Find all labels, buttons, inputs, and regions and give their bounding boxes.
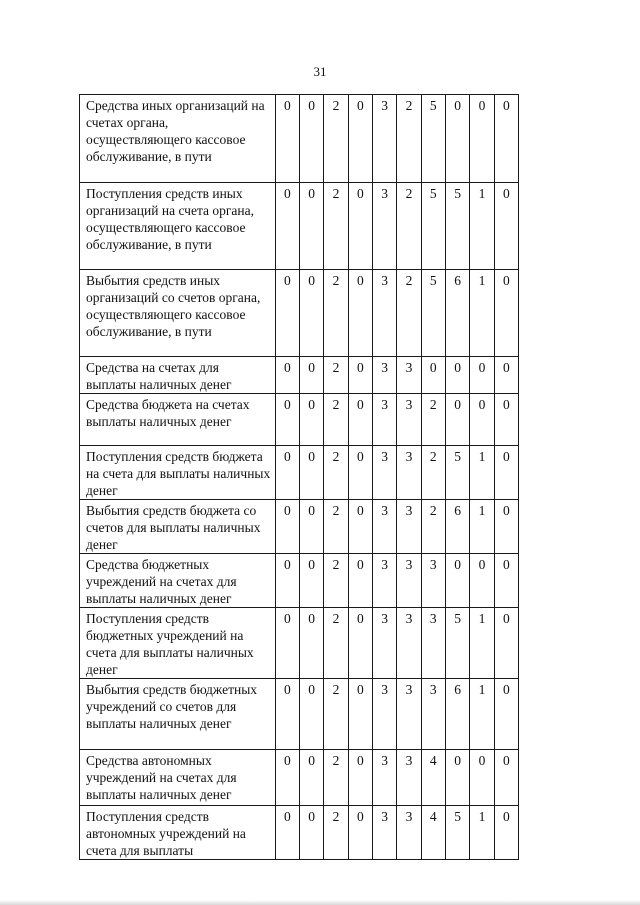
code-digit-cell: 1 bbox=[470, 446, 494, 500]
code-digit-cell: 5 bbox=[421, 95, 445, 183]
account-name-cell: Выбытия средств бюджета со счетов для выплаты наличных денег bbox=[80, 500, 276, 554]
code-digit-cell: 0 bbox=[421, 357, 445, 394]
code-digit-cell: 3 bbox=[372, 270, 396, 357]
table-row bbox=[80, 679, 519, 750]
code-digit-cell: 3 bbox=[372, 95, 396, 183]
code-digit-cell: 3 bbox=[372, 183, 396, 270]
code-digit-cell: 0 bbox=[275, 446, 299, 500]
account-name-cell: Выбытия средств бюджетных учреждений со счетов для выплаты наличных денег bbox=[80, 679, 276, 750]
account-name-cell: Поступления средств бюджетных учреждений на счета для выплаты наличных денег bbox=[80, 608, 276, 679]
table-row bbox=[80, 183, 519, 270]
account-name-cell: Поступления средств иных организаций на счета органа, осуществляющего кассовое обслуживание, в пути bbox=[80, 183, 276, 270]
code-digit-cell: 0 bbox=[494, 183, 518, 270]
code-digit-cell: 2 bbox=[397, 270, 421, 357]
code-digit-cell: 5 bbox=[445, 446, 469, 500]
code-digit-cell: 0 bbox=[300, 608, 324, 679]
code-digit-cell: 0 bbox=[494, 95, 518, 183]
code-digit-cell: 2 bbox=[324, 394, 348, 446]
page-number: 31 bbox=[313, 64, 327, 79]
code-digit-cell: 6 bbox=[445, 270, 469, 357]
code-digit-cell: 2 bbox=[324, 750, 348, 806]
table-row bbox=[80, 95, 519, 183]
code-digit-cell: 0 bbox=[348, 554, 372, 608]
code-digit-cell: 2 bbox=[324, 270, 348, 357]
code-digit-cell: 0 bbox=[348, 394, 372, 446]
code-digit-cell: 3 bbox=[397, 446, 421, 500]
code-digit-cell: 3 bbox=[372, 357, 396, 394]
code-digit-cell: 6 bbox=[445, 679, 469, 750]
code-digit-cell: 0 bbox=[494, 446, 518, 500]
code-digit-cell: 2 bbox=[421, 394, 445, 446]
code-digit-cell: 1 bbox=[470, 183, 494, 270]
code-digit-cell: 1 bbox=[470, 270, 494, 357]
code-digit-cell: 2 bbox=[324, 679, 348, 750]
code-digit-cell: 0 bbox=[348, 183, 372, 270]
code-digit-cell: 0 bbox=[275, 394, 299, 446]
code-digit-cell: 0 bbox=[275, 357, 299, 394]
table-row bbox=[80, 554, 519, 608]
code-digit-cell: 0 bbox=[494, 394, 518, 446]
table-row bbox=[80, 270, 519, 357]
code-digit-cell: 4 bbox=[421, 750, 445, 806]
table-body bbox=[80, 95, 519, 860]
code-digit-cell: 0 bbox=[300, 357, 324, 394]
table-row bbox=[80, 608, 519, 679]
code-digit-cell: 2 bbox=[324, 500, 348, 554]
code-digit-cell: 2 bbox=[324, 608, 348, 679]
code-digit-cell: 3 bbox=[397, 500, 421, 554]
code-digit-cell: 1 bbox=[470, 806, 494, 860]
code-digit-cell: 0 bbox=[445, 357, 469, 394]
code-digit-cell: 0 bbox=[275, 806, 299, 860]
code-digit-cell: 1 bbox=[470, 679, 494, 750]
code-digit-cell: 0 bbox=[300, 750, 324, 806]
code-digit-cell: 0 bbox=[348, 270, 372, 357]
code-digit-cell: 0 bbox=[348, 500, 372, 554]
account-name-cell: Средства бюджета на счетах выплаты наличных денег bbox=[80, 394, 276, 446]
code-digit-cell: 2 bbox=[324, 357, 348, 394]
table-row bbox=[80, 446, 519, 500]
code-digit-cell: 0 bbox=[348, 95, 372, 183]
account-name-cell: Средства на счетах для выплаты наличных денег bbox=[80, 357, 276, 394]
code-digit-cell: 3 bbox=[372, 394, 396, 446]
code-digit-cell: 3 bbox=[372, 554, 396, 608]
code-digit-cell: 0 bbox=[494, 554, 518, 608]
code-digit-cell: 0 bbox=[348, 806, 372, 860]
code-digit-cell: 5 bbox=[445, 608, 469, 679]
code-digit-cell: 0 bbox=[494, 500, 518, 554]
code-digit-cell: 3 bbox=[397, 608, 421, 679]
code-digit-cell: 0 bbox=[445, 750, 469, 806]
code-digit-cell: 0 bbox=[275, 270, 299, 357]
code-digit-cell: 3 bbox=[397, 750, 421, 806]
account-codes-table bbox=[79, 94, 519, 860]
code-digit-cell: 2 bbox=[397, 183, 421, 270]
code-digit-cell: 3 bbox=[397, 806, 421, 860]
code-digit-cell: 0 bbox=[494, 750, 518, 806]
code-digit-cell: 0 bbox=[348, 446, 372, 500]
code-digit-cell: 0 bbox=[300, 394, 324, 446]
code-digit-cell: 0 bbox=[494, 357, 518, 394]
code-digit-cell: 0 bbox=[445, 554, 469, 608]
scan-edge bbox=[0, 900, 640, 905]
account-name-cell: Средства автономных учреждений на счетах для выплаты наличных денег bbox=[80, 750, 276, 806]
code-digit-cell: 2 bbox=[421, 500, 445, 554]
code-digit-cell: 3 bbox=[372, 500, 396, 554]
code-digit-cell: 3 bbox=[421, 608, 445, 679]
code-digit-cell: 0 bbox=[445, 394, 469, 446]
code-digit-cell: 0 bbox=[300, 679, 324, 750]
code-digit-cell: 0 bbox=[300, 554, 324, 608]
code-digit-cell: 0 bbox=[494, 270, 518, 357]
account-name-cell: Средства иных организаций на счетах органа, осуществляющего кассовое обслуживание, в пути bbox=[80, 95, 276, 183]
code-digit-cell: 0 bbox=[300, 806, 324, 860]
code-digit-cell: 0 bbox=[494, 806, 518, 860]
code-digit-cell: 3 bbox=[372, 608, 396, 679]
code-digit-cell: 0 bbox=[470, 357, 494, 394]
code-digit-cell: 0 bbox=[348, 679, 372, 750]
code-digit-cell: 3 bbox=[372, 446, 396, 500]
code-digit-cell: 2 bbox=[397, 95, 421, 183]
account-name-cell: Поступления средств бюджета на счета для выплаты наличных денег bbox=[80, 446, 276, 500]
code-digit-cell: 2 bbox=[324, 554, 348, 608]
code-digit-cell: 2 bbox=[324, 183, 348, 270]
table-row bbox=[80, 750, 519, 806]
code-digit-cell: 0 bbox=[494, 679, 518, 750]
code-digit-cell: 0 bbox=[470, 554, 494, 608]
code-digit-cell: 3 bbox=[372, 750, 396, 806]
code-digit-cell: 0 bbox=[470, 394, 494, 446]
code-digit-cell: 3 bbox=[372, 806, 396, 860]
code-digit-cell: 5 bbox=[445, 183, 469, 270]
code-digit-cell: 0 bbox=[470, 95, 494, 183]
code-digit-cell: 2 bbox=[421, 446, 445, 500]
code-digit-cell: 0 bbox=[275, 183, 299, 270]
code-digit-cell: 1 bbox=[470, 500, 494, 554]
code-digit-cell: 0 bbox=[300, 183, 324, 270]
code-digit-cell: 3 bbox=[397, 394, 421, 446]
code-digit-cell: 5 bbox=[445, 806, 469, 860]
code-digit-cell: 0 bbox=[275, 750, 299, 806]
code-digit-cell: 0 bbox=[470, 750, 494, 806]
code-digit-cell: 0 bbox=[275, 679, 299, 750]
code-digit-cell: 0 bbox=[300, 270, 324, 357]
code-digit-cell: 3 bbox=[397, 679, 421, 750]
code-digit-cell: 3 bbox=[397, 357, 421, 394]
account-name-cell: Средства бюджетных учреждений на счетах для выплаты наличных денег bbox=[80, 554, 276, 608]
code-digit-cell: 5 bbox=[421, 183, 445, 270]
code-digit-cell: 2 bbox=[324, 95, 348, 183]
code-digit-cell: 2 bbox=[324, 806, 348, 860]
code-digit-cell: 0 bbox=[348, 608, 372, 679]
code-digit-cell: 0 bbox=[300, 95, 324, 183]
code-digit-cell: 6 bbox=[445, 500, 469, 554]
code-digit-cell: 3 bbox=[421, 554, 445, 608]
code-digit-cell: 0 bbox=[445, 95, 469, 183]
account-name-cell: Выбытия средств иных организаций со счетов органа, осуществляющего кассовое обслуживание, в пути bbox=[80, 270, 276, 357]
code-digit-cell: 0 bbox=[494, 608, 518, 679]
table-row bbox=[80, 394, 519, 446]
code-digit-cell: 2 bbox=[324, 446, 348, 500]
code-digit-cell: 0 bbox=[348, 357, 372, 394]
account-name-cell: Поступления средств автономных учреждений на счета для выплаты bbox=[80, 806, 276, 860]
table-row bbox=[80, 500, 519, 554]
table-row bbox=[80, 357, 519, 394]
code-digit-cell: 0 bbox=[348, 750, 372, 806]
code-digit-cell: 0 bbox=[275, 554, 299, 608]
code-digit-cell: 4 bbox=[421, 806, 445, 860]
code-digit-cell: 1 bbox=[470, 608, 494, 679]
code-digit-cell: 3 bbox=[372, 679, 396, 750]
code-digit-cell: 0 bbox=[275, 95, 299, 183]
code-digit-cell: 0 bbox=[300, 446, 324, 500]
code-digit-cell: 0 bbox=[300, 500, 324, 554]
table-row bbox=[80, 806, 519, 860]
code-digit-cell: 0 bbox=[275, 500, 299, 554]
code-digit-cell: 0 bbox=[275, 608, 299, 679]
code-digit-cell: 5 bbox=[421, 270, 445, 357]
code-digit-cell: 3 bbox=[397, 554, 421, 608]
code-digit-cell: 3 bbox=[421, 679, 445, 750]
